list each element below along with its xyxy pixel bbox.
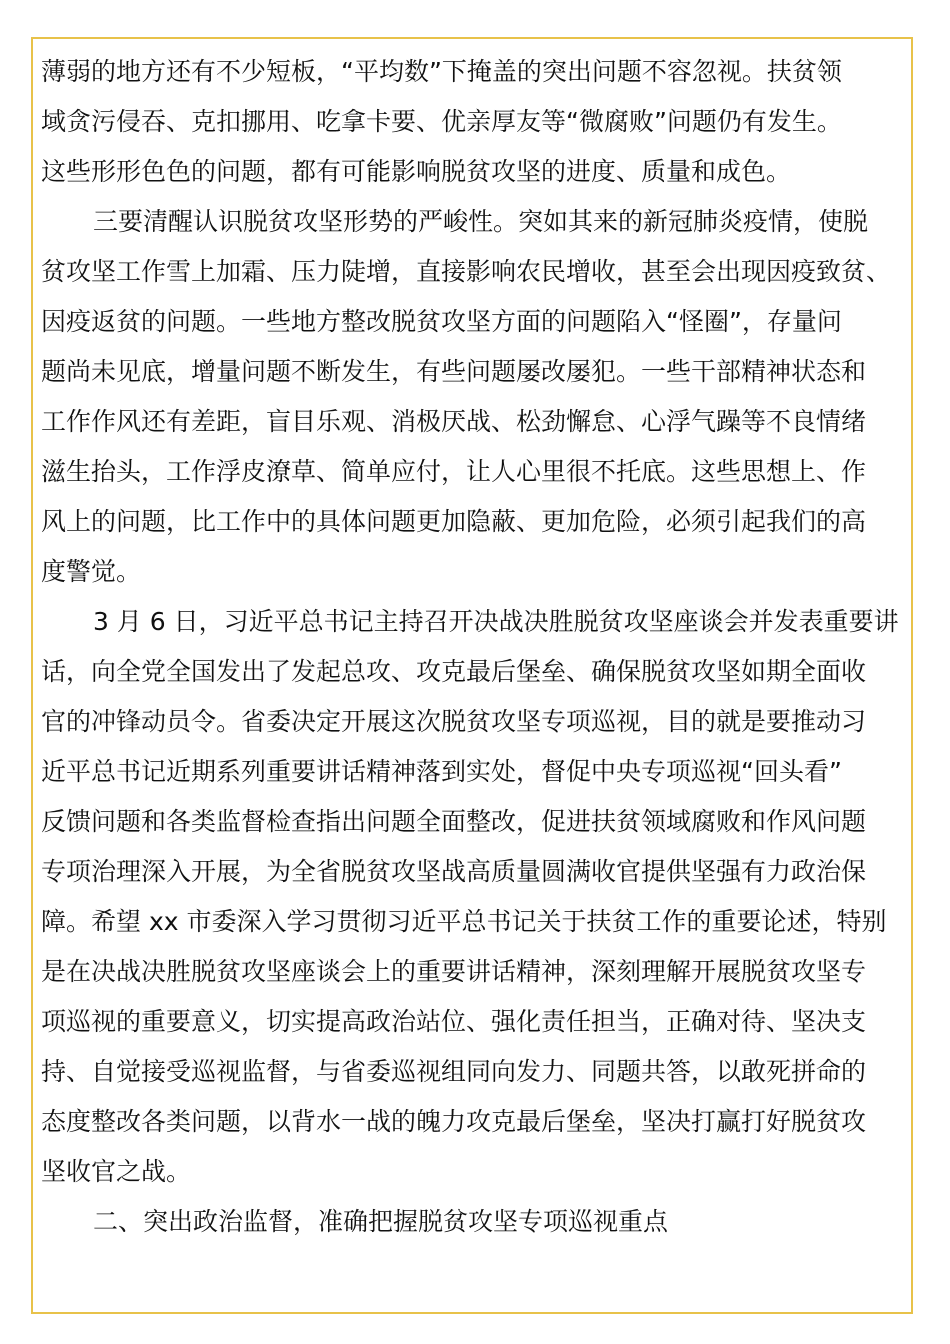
text-line: 3 月 6 日，习近平总书记主持召开决战决胜脱贫攻坚座谈会并发表重要讲 xyxy=(93,607,899,636)
text-line: 工作作风还有差距，盲目乐观、消极厌战、松劲懈怠、心浮气躁等不良情绪 xyxy=(41,407,867,436)
text-line: 官的冲锋动员令。省委决定开展这次脱贫攻坚专项巡视，目的就是要推动习 xyxy=(41,707,867,736)
text-line: 近平总书记近期系列重要讲话精神落到实处，督促中央专项巡视“回头看” xyxy=(41,757,842,786)
text-line: 项巡视的重要意义，切实提高政治站位、强化责任担当，正确对待、坚决支 xyxy=(41,1007,867,1036)
text-line: 风上的问题，比工作中的具体问题更加隐蔽、更加危险，必须引起我们的高 xyxy=(41,507,867,536)
text-line: 障。希望 xx 市委深入学习贯彻习近平总书记关于扶贫工作的重要论述，特别 xyxy=(41,907,887,936)
text-line: 二、突出政治监督，准确把握脱贫攻坚专项巡视重点 xyxy=(93,1207,669,1236)
text-line: 话，向全党全国发出了发起总攻、攻克最后堡垒、确保脱贫攻坚如期全面收 xyxy=(41,657,867,686)
text-line: 反馈问题和各类监督检查指出问题全面整改，促进扶贫领域腐败和作风问题 xyxy=(41,807,867,836)
text-line: 因疫返贫的问题。一些地方整改脱贫攻坚方面的问题陷入“怪圈”，存量问 xyxy=(41,307,842,336)
text-line: 域贪污侵吞、克扣挪用、吃拿卡要、优亲厚友等“微腐败”问题仍有发生。 xyxy=(41,107,842,136)
text-line: 这些形形色色的问题，都有可能影响脱贫攻坚的进度、质量和成色。 xyxy=(41,157,792,186)
text-line: 题尚未见底，增量问题不断发生，有些问题屡改屡犯。一些干部精神状态和 xyxy=(41,357,867,386)
document-body xyxy=(41,47,907,1247)
text-line: 滋生抬头，工作浮皮潦草、简单应付，让人心里很不托底。这些思想上、作 xyxy=(41,457,867,486)
text-line: 专项治理深入开展，为全省脱贫攻坚战高质量圆满收官提供坚强有力政治保 xyxy=(41,857,867,886)
text-line: 薄弱的地方还有不少短板，“平均数”下掩盖的突出问题不容忽视。扶贫领 xyxy=(41,57,842,86)
text-line: 持、自觉接受巡视监督，与省委巡视组同向发力、同题共答，以敢死拼命的 xyxy=(41,1057,867,1086)
text-line: 坚收官之战。 xyxy=(41,1157,192,1186)
text-line: 态度整改各类问题，以背水一战的魄力攻克最后堡垒，坚决打赢打好脱贫攻 xyxy=(41,1107,867,1136)
text-line: 贫攻坚工作雪上加霜、压力陡增，直接影响农民增收，甚至会出现因疫致贫、 xyxy=(41,257,892,286)
text-line: 三要清醒认识脱贫攻坚形势的严峻性。突如其来的新冠肺炎疫情，使脱 xyxy=(93,207,869,236)
document-page xyxy=(31,37,913,1314)
text-line: 是在决战决胜脱贫攻坚座谈会上的重要讲话精神，深刻理解开展脱贫攻坚专 xyxy=(41,957,867,986)
text-line: 度警觉。 xyxy=(41,557,142,586)
